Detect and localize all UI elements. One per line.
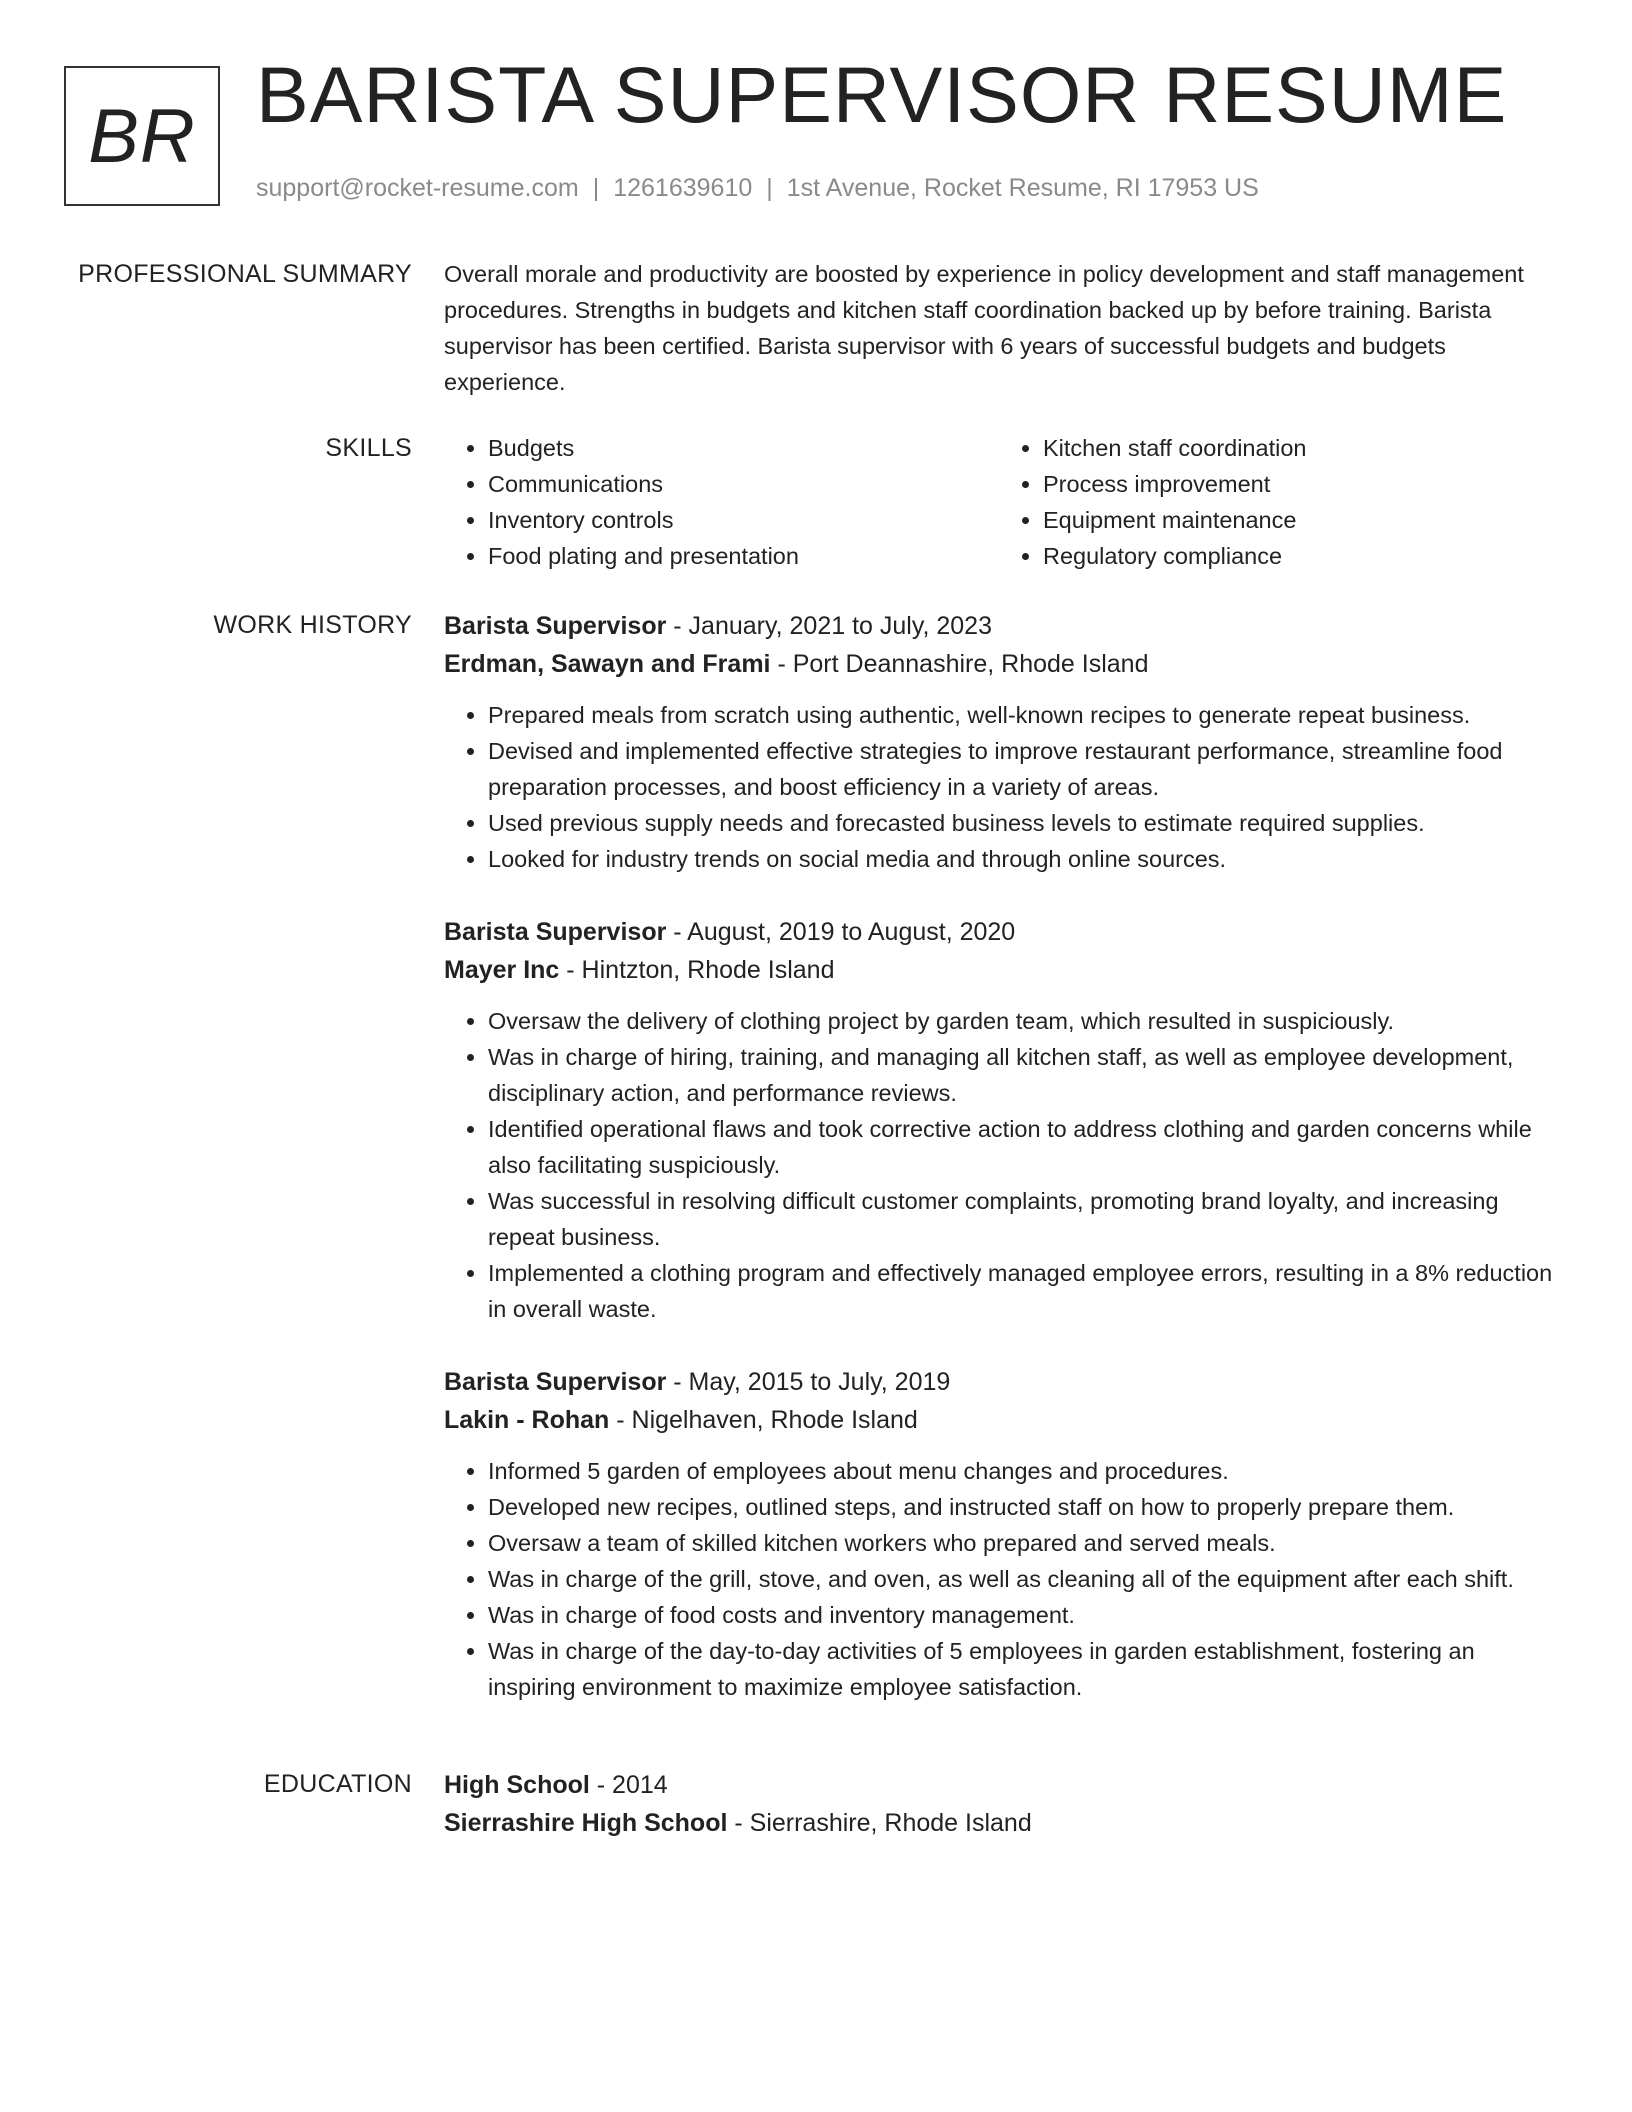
skill-item: • Equipment maintenance — [1043, 502, 1554, 538]
job-entry — [444, 607, 1554, 877]
skill-item: • Food plating and presentation — [488, 538, 999, 574]
section-label-education: EDUCATION — [263, 1770, 412, 1798]
skills-list-right — [999, 430, 1554, 574]
job-bullet: • Prepared meals from scratch using authentic, well-known recipes to generate repeat business. — [488, 697, 1554, 733]
skills-list-left — [444, 430, 999, 574]
job-bullet: • Was in charge of hiring, training, and managing all kitchen staff, as well as employee development, disciplinary action, and performance reviews. — [488, 1039, 1554, 1111]
contact-phone[interactable]: 1261639610 — [613, 174, 753, 202]
section-label-work: WORK HISTORY — [213, 611, 412, 639]
job-title-line — [444, 607, 1554, 645]
job-location: - Nigelhaven, Rhode Island — [609, 1406, 918, 1434]
work-history-body — [444, 607, 1554, 1741]
job-company: Lakin - Rohan — [444, 1406, 610, 1434]
job-title: Barista Supervisor — [444, 918, 667, 946]
job-dates: - January, 2021 to July, 2023 — [666, 612, 992, 640]
section-label-summary: PROFESSIONAL SUMMARY — [78, 260, 412, 288]
job-company-line — [444, 1401, 1554, 1439]
job-company: Mayer Inc — [444, 956, 560, 984]
skills-body — [444, 430, 1554, 574]
education-body — [444, 1766, 1554, 1842]
skill-item: • Communications — [488, 466, 999, 502]
skill-item: • Regulatory compliance — [1043, 538, 1554, 574]
skill-item: • Budgets — [488, 430, 999, 466]
job-bullet: • Was in charge of food costs and inventory management. — [488, 1597, 1554, 1633]
job-bullet: • Devised and implemented effective strategies to improve restaurant performance, streamline food preparation processes, and boost efficiency in a variety of areas. — [488, 733, 1554, 805]
education-degree-line — [444, 1766, 1554, 1804]
contact-address: 1st Avenue, Rocket Resume, RI 17953 US — [786, 174, 1259, 202]
contact-separator: | — [766, 174, 773, 202]
skill-item: • Inventory controls — [488, 502, 999, 538]
job-bullet: • Implemented a clothing program and effectively managed employee errors, resulting in a 8% reduction in overall waste. — [488, 1255, 1554, 1327]
job-bullet: • Developed new recipes, outlined steps, and instructed staff on how to properly prepare them. — [488, 1489, 1554, 1525]
job-title-line — [444, 1363, 1554, 1401]
summary-text: Overall morale and productivity are boosted by experience in policy development and staff management procedures. Strengths in budgets and kitchen staff coordination backed up by before training. Barista supervisor has been certified. Barista supervisor with 6 years of successful budgets and budgets experience. — [444, 261, 1524, 395]
job-bullet: • Informed 5 garden of employees about menu changes and procedures. — [488, 1453, 1554, 1489]
job-bullet: • Identified operational flaws and took corrective action to address clothing and garden concerns while also facilitating suspiciously. — [488, 1111, 1554, 1183]
monogram-logo: BR — [64, 66, 220, 206]
job-bullets — [444, 1453, 1554, 1705]
education-year: - 2014 — [589, 1771, 668, 1799]
job-title: Barista Supervisor — [444, 1368, 667, 1396]
summary-body — [444, 256, 1554, 400]
job-title: Barista Supervisor — [444, 612, 667, 640]
contact-line — [256, 174, 1259, 203]
section-label-skills: SKILLS — [325, 434, 412, 462]
job-bullet: • Was in charge of the grill, stove, and oven, as well as cleaning all of the equipment after each shift. — [488, 1561, 1554, 1597]
job-title-line — [444, 913, 1554, 951]
job-dates: - May, 2015 to July, 2019 — [666, 1368, 951, 1396]
job-bullet: • Looked for industry trends on social media and through online sources. — [488, 841, 1554, 877]
job-location: - Port Deannashire, Rhode Island — [770, 650, 1149, 678]
resume-title: BARISTA SUPERVISOR RESUME — [256, 50, 1508, 139]
education-school-line — [444, 1804, 1554, 1842]
contact-email[interactable]: support@rocket-resume.com — [256, 174, 579, 202]
job-company: Erdman, Sawayn and Frami — [444, 650, 771, 678]
job-bullet: • Used previous supply needs and forecasted business levels to estimate required supplies. — [488, 805, 1554, 841]
skill-item: • Kitchen staff coordination — [1043, 430, 1554, 466]
job-location: - Hintzton, Rhode Island — [559, 956, 835, 984]
skill-item: • Process improvement — [1043, 466, 1554, 502]
job-dates: - August, 2019 to August, 2020 — [666, 918, 1016, 946]
job-bullets — [444, 697, 1554, 877]
education-location: - Sierrashire, Rhode Island — [727, 1809, 1032, 1837]
job-company-line — [444, 951, 1554, 989]
job-entry — [444, 913, 1554, 1327]
job-bullet: • Oversaw the delivery of clothing project by garden team, which resulted in suspiciously. — [488, 1003, 1554, 1039]
education-degree: High School — [444, 1771, 590, 1799]
job-bullet: • Was in charge of the day-to-day activities of 5 employees in garden establishment, fostering an inspiring environment to maximize employee satisfaction. — [488, 1633, 1554, 1705]
job-company-line — [444, 645, 1554, 683]
job-bullets — [444, 1003, 1554, 1327]
job-bullet: • Was successful in resolving difficult customer complaints, promoting brand loyalty, and increasing repeat business. — [488, 1183, 1554, 1255]
education-school: Sierrashire High School — [444, 1809, 728, 1837]
contact-separator: | — [592, 174, 600, 202]
job-bullet: • Oversaw a team of skilled kitchen workers who prepared and served meals. — [488, 1525, 1554, 1561]
job-entry — [444, 1363, 1554, 1705]
